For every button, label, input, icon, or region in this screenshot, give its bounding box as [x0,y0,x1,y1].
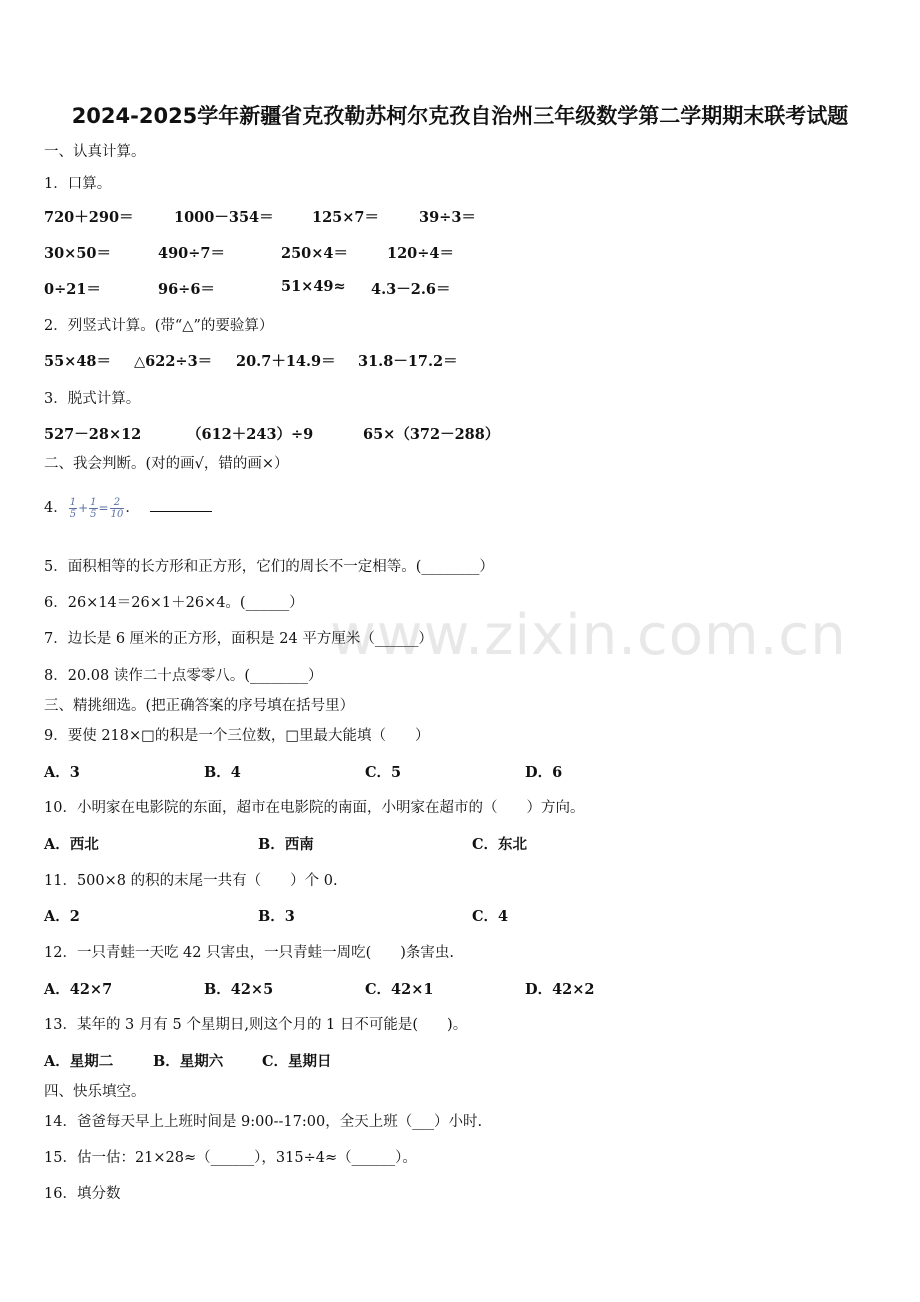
question-8: 8．20.08 读作二十点零零八。(________） [44,668,323,684]
question-6: 6．26×14＝26×1＋26×4。(______） [44,595,304,611]
option: B．星期六 [153,1053,224,1070]
equals-sign: = [98,501,109,515]
q4-suffix: ． [125,500,140,516]
section-4-heading: 四、快乐填空。 [44,1084,146,1100]
option: C．42×1 [365,981,434,998]
stepwise-item: 65×（372－288） [363,426,500,443]
question-5: 5．面积相等的长方形和正方形，它们的周长不一定相等。(________） [44,559,494,575]
option: C．4 [472,908,509,925]
option: A．3 [44,764,80,781]
oral-item: 120÷4＝ [387,245,455,262]
question-14: 14．爸爸每天早上上班时间是 9:00--17:00，全天上班（___）小时. [44,1114,483,1130]
answer-blank [150,499,212,512]
fraction [89,497,97,520]
denominator: 5 [90,508,97,520]
oral-item: 4.3－2.6＝ [371,281,451,298]
option: C．5 [365,764,402,781]
oral-item: 490÷7＝ [158,245,226,262]
option: B．4 [204,764,241,781]
option: A．西北 [44,836,99,853]
option: B．42×5 [204,981,274,998]
question-9: 9．要使 218×□的积是一个三位数，□里最大能填（ ） [44,728,430,744]
plus-sign: + [78,501,89,515]
vertical-item: 55×48＝ [44,353,112,370]
question-1: 1．口算。 [44,176,112,192]
question-7: 7．边长是 6 厘米的正方形，面积是 24 平方厘米（______） [44,631,433,647]
denominator: 5 [69,508,77,520]
option: D．6 [525,764,563,781]
oral-item: 125×7＝ [312,209,380,226]
section-1-heading: 一、认真计算。 [44,144,146,160]
fraction [69,497,77,520]
page-title: 2024-2025学年新疆省克孜勒苏柯尔克孜自治州三年级数学第二学期期末联考试题 [71,104,849,128]
question-12: 12．一只青蛙一天吃 42 只害虫，一只青蛙一周吃( )条害虫. [44,945,455,961]
option: A．2 [44,908,80,925]
option: D．42×2 [525,981,595,998]
vertical-item: 20.7＋14.9＝ [236,353,336,370]
stepwise-item: 527－28×12 [44,426,142,443]
option: B．西南 [258,836,314,853]
oral-item: 250×4＝ [281,245,349,262]
denominator: 10 [110,508,124,520]
numerator: 1 [90,496,97,508]
vertical-item: △622÷3＝ [134,353,213,370]
option: C．星期日 [262,1053,332,1070]
option: A．42×7 [44,981,113,998]
question-11: 11．500×8 的积的末尾一共有（ ）个 0. [44,873,338,889]
numerator: 1 [69,496,77,508]
oral-item: 39÷3＝ [419,209,476,226]
q4-number: 4． [44,500,68,516]
watermark: www.zixin.com.cn [330,603,847,668]
question-15: 15．估一估：21×28≈（______），315÷4≈（______）。 [44,1150,417,1166]
oral-item: 1000－354＝ [174,209,274,226]
section-3-heading: 三、精挑细选。(把正确答案的序号填在括号里） [44,698,355,714]
numerator: 2 [110,497,125,509]
question-4 [44,496,212,520]
option: A．星期二 [44,1053,114,1070]
oral-item: 51×49≈ [281,278,346,295]
section-2-heading: 二、我会判断。(对的画√，错的画×） [44,456,289,472]
oral-item: 720＋290＝ [44,209,134,226]
fraction [110,497,125,520]
vertical-item: 31.8－17.2＝ [358,353,458,370]
question-3: 3．脱式计算。 [44,391,141,407]
question-13: 13．某年的 3 月有 5 个星期日,则这个月的 1 日不可能是( )。 [44,1017,468,1033]
question-16: 16．填分数 [44,1186,121,1202]
oral-item: 96÷6＝ [158,281,215,298]
oral-item: 30×50＝ [44,245,112,262]
question-10: 10．小明家在电影院的东面，超市在电影院的南面，小明家在超市的（ ）方向。 [44,800,585,816]
option: B．3 [258,908,295,925]
question-2: 2．列竖式计算。(带“△”的要验算） [44,318,274,334]
oral-item: 0÷21＝ [44,281,101,298]
option: C．东北 [472,836,528,853]
stepwise-item: （612＋243）÷9 [187,426,314,443]
